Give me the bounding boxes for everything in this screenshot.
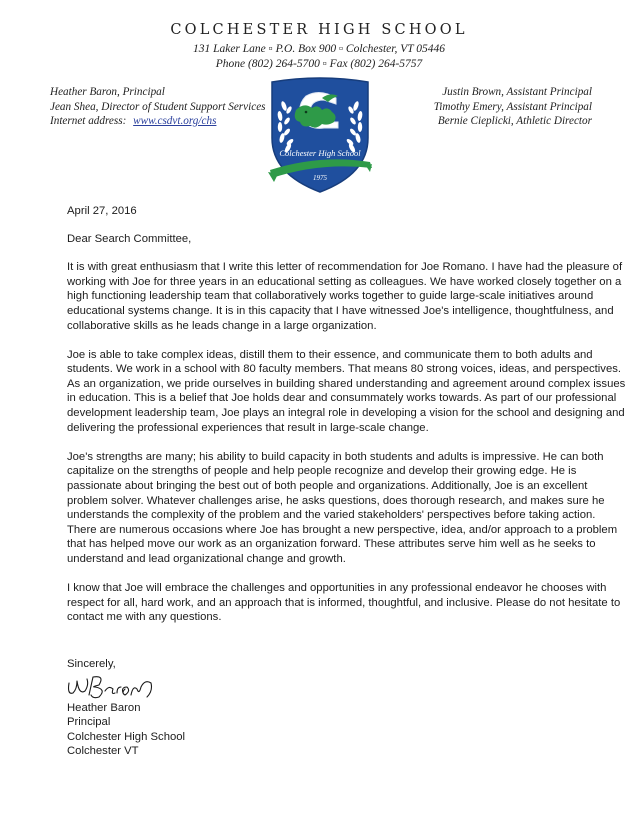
letter-body [67,204,627,639]
signer-title: Principal [67,716,111,729]
school-crest-logo [266,76,374,194]
school-website-link[interactable]: www.csdvt.org/chs [133,115,217,127]
closing-block [67,657,185,759]
letter-paragraph-2: Joe is able to take complex ideas, distill them to their essence, and communicate them to both adults and students. We work in a school with 80 faculty members. That means 80 strong voices, ideas, and perspectives. As an organization, we pride ourselves in building shared understanding and agreement around complex issues in education. This is a belief that Joe holds dear and consummately works towards. As part of our professional development leadership team, Joe plays an integral role in developing a vision for the school and designing and delivering the professional experiences that result in large-scale change. [67,348,626,434]
staff-athletic-director: Bernie Cieplicki, Athletic Director [437,115,592,127]
staff-assistant-principal-1: Justin Brown, Assistant Principal [442,86,592,98]
school-name: COLCHESTER HIGH SCHOOL [170,22,468,38]
letter-paragraph-4: I know that Joe will embrace the challenges and opportunities in any professional endeavor he chooses with respect for all, hard work, and an approach that is informed, thoughtful, and inclusive. Please do not hesitate to contact me with any questions. [67,581,621,624]
letter-salutation: Dear Search Committee, [67,232,192,245]
staff-assistant-principal-2: Timothy Emery, Assistant Principal [433,100,592,113]
internet-address [50,114,266,129]
school-phone-fax: Phone (802) 264-5700 ▫ Fax (802) 264-5757 [215,58,423,70]
school-address: 131 Laker Lane ▫ P.O. Box 900 ▫ Colchester, VT 05446 [192,43,446,55]
closing-text: Sincerely, [67,658,116,670]
signer-name: Heather Baron [67,701,141,714]
letter-paragraph-1: It is with great enthusiasm that I write this letter of recommendation for Joe Romano. I have had the pleasure of working with Joe for three years in an educational setting as colleagues. We have worked closely together on a high functioning leadership team that collaboratively works together to guide large-scale initiatives around educational systems change. It is in this capacity that I have witnessed Joe's intelligence, thoughtfulness, and collaborative skills as he leads change in a large organization. [67,261,623,332]
internet-address-label: Internet address: [50,115,127,127]
svg-text:Colchester High School: Colchester High School [279,148,361,158]
staff-list-right [434,85,592,129]
handwritten-signature [65,673,155,701]
staff-director-student-support: Jean Shea, Director of Student Support Services [50,100,266,113]
letter-date: April 27, 2016 [67,205,137,217]
svg-text:1975: 1975 [313,174,327,182]
staff-principal: Heather Baron, Principal [50,86,165,98]
staff-list-left [50,85,266,129]
letterhead [0,0,638,200]
letter-paragraph-3: Joe's strengths are many; his ability to build capacity in both students and adults is impressive. He can both capitalize on the strengths of people and help people recognize and develop their growing edge. He is passionate about bringing the best out of both people and organizations. Additionally, Joe is an excellent problem solver. Whatever challenges arise, he asks questions, does thorough research, and makes sure he understands the complexity of the problem and the varied stakeholders' perspectives before taking action. There are numerous occasions where Joe has brought a new perspective, idea, and/or approach to a problem that has helped move our work as an organization forward. These attributes serve him well as he seeks to understand and lead organizational change and growth. [67,450,618,565]
signer-school: Colchester High School [67,730,186,743]
signer-location: Colchester VT [67,745,139,758]
